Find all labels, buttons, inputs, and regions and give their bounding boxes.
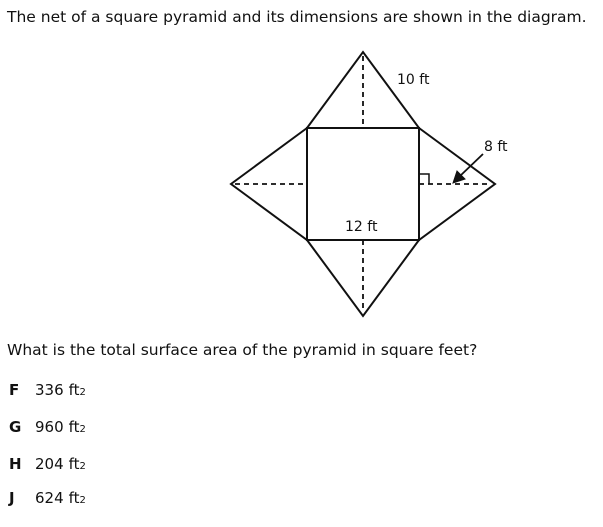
answer-choice-h[interactable]: H 204 ft 2 xyxy=(9,455,86,473)
choice-unit: ft xyxy=(68,455,80,473)
top-triangle-face xyxy=(307,52,419,128)
choice-letter: F xyxy=(9,381,20,399)
base-side-label: 12 ft xyxy=(345,219,378,235)
choice-unit: ft xyxy=(68,418,80,436)
choice-letter: G xyxy=(9,418,22,436)
left-triangle-face xyxy=(231,128,307,240)
slant-edge-label: 10 ft xyxy=(397,72,430,88)
right-angle-marker xyxy=(419,174,429,184)
choice-letter: J xyxy=(9,489,15,507)
choice-value: 336 xyxy=(35,381,64,399)
answer-choice-f[interactable]: F 336 ft 2 xyxy=(9,381,86,399)
choice-unit: ft xyxy=(68,489,80,507)
question-text: What is the total surface area of the pyramid in square feet? xyxy=(7,341,478,359)
choice-letter: H xyxy=(9,455,22,473)
problem-prompt: The net of a square pyramid and its dimensions are shown in the diagram. xyxy=(7,8,587,26)
choice-unit: ft xyxy=(68,381,80,399)
choice-value: 204 xyxy=(35,455,64,473)
height-label: 8 ft xyxy=(484,139,508,155)
answer-choice-j[interactable]: J 624 ft 2 xyxy=(9,489,86,507)
choice-value: 960 xyxy=(35,418,64,436)
choice-value: 624 xyxy=(35,489,64,507)
answer-choice-g[interactable]: G 960 ft 2 xyxy=(9,418,86,436)
